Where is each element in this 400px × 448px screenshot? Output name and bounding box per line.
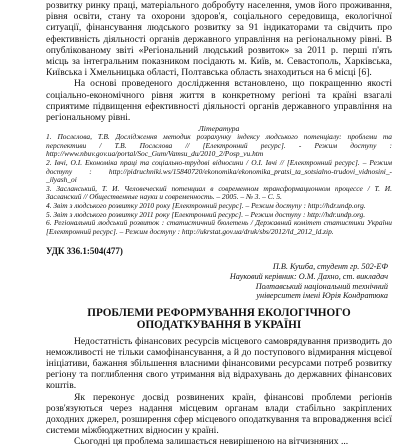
body-paragraph-3: Сьогодні ця проблема залишається невирішеною на вітчизняних ... <box>74 436 349 448</box>
university-line-2: університет імені Юрія Кондратюка <box>256 291 388 301</box>
title-line-1: ПРОБЛЕМИ РЕФОРМУВАННЯ ЕКОЛОГІЧНОГО <box>87 306 351 319</box>
title-line-2: ОПОДАТКУВАННЯ В УКРАЇНІ <box>136 319 302 332</box>
reference-list <box>46 133 392 236</box>
reference-item: 5. Звіт з людського розвитку 2011 року [Електронний ресурс]. – Режим доступу : http://hdr.undp.org. <box>46 209 366 219</box>
author-line: П.В. Кушба, студент гр. 502-ЕФ <box>272 262 388 272</box>
author-block <box>46 262 392 300</box>
supervisor-line: Науковий керівник: О.М. Дахно, ст. викладач <box>229 271 388 281</box>
reference-item: 1. Послєлова, Т.В. Дослідження методик розрахунку індексу людського потенціалу: проблеми та перспективи / Т.В. Послєлова // [Електронний ресурс]. - Режим доступу : http://www.nbuv.gov.ua/portal/Soc_Gum/Vamsu_du/2010_2/Posp_vu.htm <box>46 132 392 159</box>
literature-heading: Література <box>198 124 240 134</box>
reference-item: 2. Івчі, О.І. Економіка праці та соціально-трудові відносини / О.І. Івчі // [Електронний ресурс]. – Режим доступу : http://pidruchniki.ws/15840720/ekonomika/ekonomika_pratsi_ta_sotsialno-trudovi_vidnosini_-_ilyash_oi <box>46 158 392 185</box>
body-paragraph-1: Недостатність фінансових ресурсів місцевого самоврядування призводить до неможливості не тільки самофінансування, а й до поступового відмирання місцевої ініціативи, бажання збільшення власними фінансовими ресурсами потреб розвитку регіону та поглиблення свого утримання від відрахувань до державних фінансових коштів. <box>46 335 392 392</box>
intro-paragraph-2: На основі проведеного дослідження встановлено, що покращенню якості соціально-економічного рівня життя в конкретному регіоні та країні взагалі сприятиме підвищення ефективності діяльності органів державного управління на регіональному рівні. <box>46 78 392 124</box>
article-body <box>46 336 392 448</box>
body-paragraph-2: Як переконує досвід розвинених країн, фінансові проблеми регіонів розв'язуються через надання місцевим органам влади стабільно закріплених доходних джерел, розширення сфер місцевого оподаткування та впровадження всієї системи міжбюджетних відносин у країні. <box>46 391 392 437</box>
reference-item: 4. Звіт з людського розвитку 2010 року [Електронний ресурс]. – Режим доступу : http://hdr.undp.org. <box>46 200 366 210</box>
article-title <box>46 307 392 332</box>
udk-code: УДК 336.1:504(477) <box>46 246 123 257</box>
intro-section <box>46 0 392 123</box>
reference-item: 3. Засланський, Т. И. Человеческий потенциал в современном трансформационном процессе / Т. И. Засланский // Общественные науки и современность. – 2005. – № 3. – С. 5. <box>46 183 392 202</box>
university-line-1: Полтавський національний технічний <box>255 281 388 291</box>
intro-paragraph-1: розвитку ринку праці, матеріального добробуту населення, умов його проживання, рівня освіти, стану та охорони здоров'я, соціального середовища, екологічної ситуації, фінансування людського розвитку за 91 індикаторами та свідчить про ефективність діяльності органів державного управління на регіональному рівні. В опублікованому звіті «Регіональний людський розвиток» за 2011 р. перші п'ять місць за інтегральним показником посідають м. Київ, м. Севастополь, Харківська, Київська і Хмельницька області, Полтавська область знаходиться на 6 місці [6]. <box>46 0 392 79</box>
reference-item: 6. Регіональний людський розвиток : статистичний бюлетень / Державний комітет статистики України [Електронний ресурс]. – Режим доступу : http://ukrstat.gov.ua/druk/sbs/2012/ld_2012_ld.zip. <box>46 218 392 236</box>
